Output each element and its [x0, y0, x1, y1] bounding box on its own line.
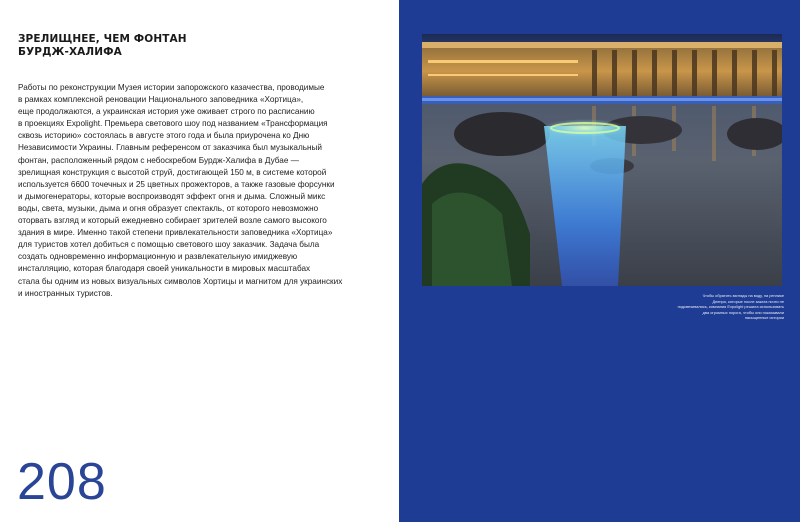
body-line: в рамках комплексной реновации Национального заповедника «Хортица»,	[18, 95, 304, 105]
body-line: создать одновременно информационную и развлекательную имиджевую	[18, 252, 298, 262]
body-line: и иностранных туристов.	[18, 288, 113, 298]
body-line: используется 6600 точечных и 25 цветных прожекторов, а также газовые форсунки	[18, 179, 335, 189]
heading-line: ЗРЕЛИЩНЕЕ, ЧЕМ ФОНТАН	[18, 33, 187, 45]
dam-light-show-photo	[422, 34, 782, 286]
body-line: еще продолжаются, а украинская история уже оживает строго по расписанию	[18, 107, 315, 117]
photo-caption	[600, 293, 784, 321]
left-page	[0, 0, 399, 522]
body-line: и дымогенераторы, которые воспроизводят эффект огня и дыма. Сложный микс	[18, 191, 326, 201]
caption-line: Чтобы обратить взгляды на воду, на реплике	[702, 293, 784, 298]
body-line: в проекциях Expolight. Премьера светового шоу под названием «Трансформация	[18, 119, 328, 129]
body-line: оторвать взгляд и который ежедневно собирает зрителей возле самого высокого	[18, 216, 327, 226]
body-line: Работы по реконструкции Музея истории запорожского казачества, проводимые	[18, 83, 325, 92]
page-number: 208	[17, 453, 107, 511]
body-line: зрелищная конструкция с высотой струй, достигающей 150 м, в системе которой	[18, 167, 327, 177]
article-heading	[18, 33, 318, 59]
heading-line: БУРДЖ-ХАЛИФА	[18, 46, 122, 58]
caption-line: подсвечивались, компания Expolight решила использовать	[677, 304, 784, 310]
body-line: здания в мире. Именно такой степени привлекательности заповедника «Хортица»	[18, 228, 333, 238]
article-body	[18, 82, 388, 300]
body-line: Независимости Украины. Главным референсом от заказчика был музыкальный	[18, 143, 322, 153]
body-line: воды, света, музыки, дыма и огня образует спектакль, от которого невозможно	[18, 203, 319, 213]
body-line: для туристов хотел добиться с помощью светового шоу заказчик. Задача была	[18, 240, 320, 250]
body-line: стала бы одним из новых визуальных символов Хортицы и магнитом для украинских	[18, 276, 343, 286]
body-line: фонтан, расположенный рядом с небоскребом Бурдж-Халифа в Дубае —	[18, 155, 299, 165]
body-line: сквозь историю» состоялась в августе этого года и была приурочена ко Дню	[18, 131, 310, 141]
caption-line: насыщенные истории	[744, 315, 784, 321]
caption-line: Днепра, которые после заката почти не	[712, 298, 784, 304]
body-line: инсталляцию, которая благодаря своей уникальности в мировых масштабах	[18, 264, 311, 274]
caption-line: два огромных порога, чтобы они показывали	[702, 309, 784, 315]
